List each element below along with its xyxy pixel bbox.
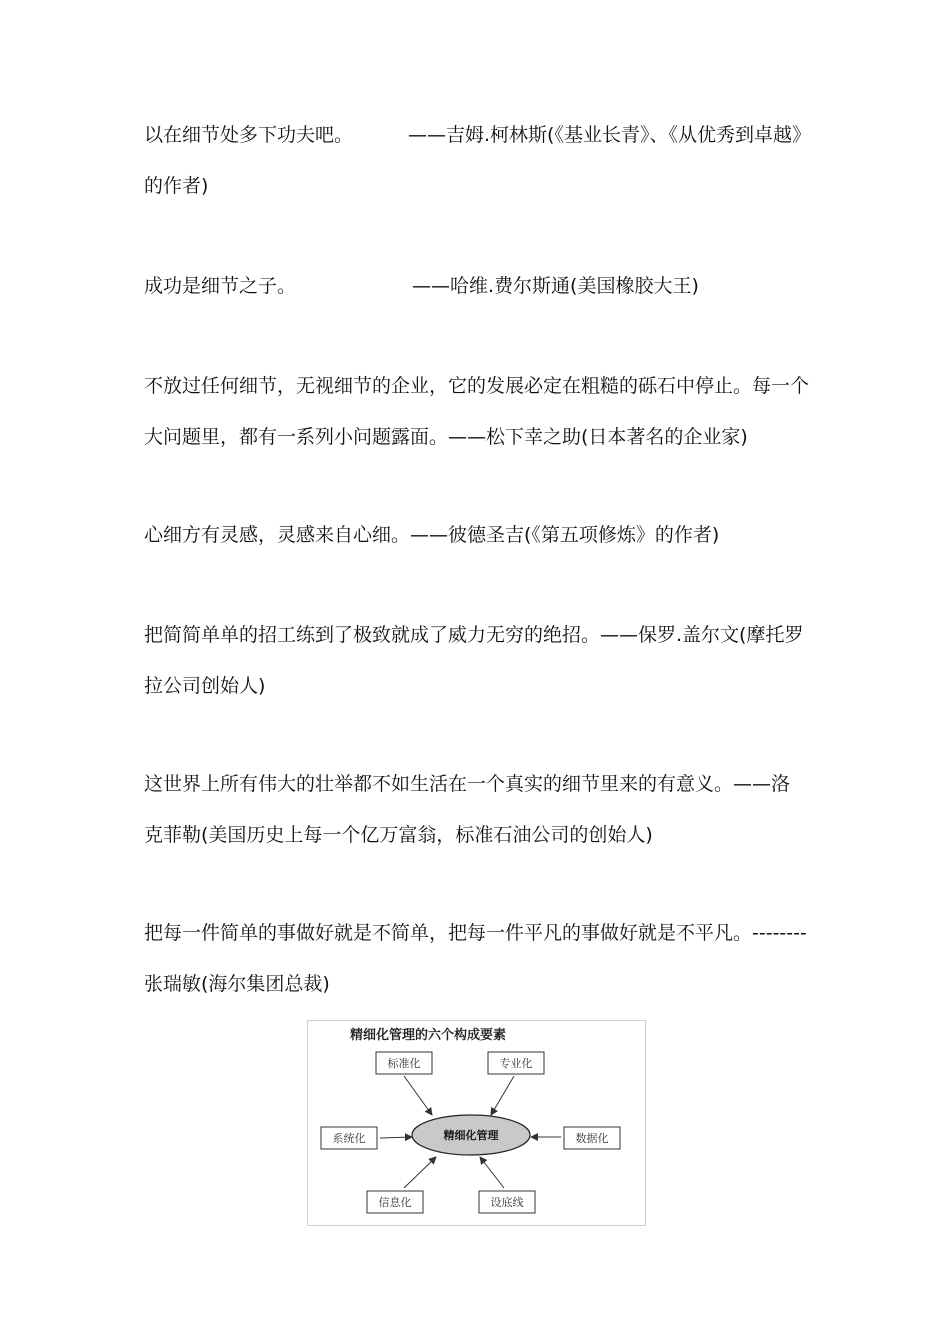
node-top-left-label: 标准化: [387, 1057, 421, 1070]
quote-1-line-1: [144, 122, 812, 148]
node-bottom-right-label: 设底线: [490, 1196, 524, 1209]
arrow-bottom-right: [480, 1157, 504, 1188]
management-diagram: [307, 1020, 646, 1226]
quote-2-line-1: [144, 273, 812, 299]
quote-2-attribution: ——哈维.费尔斯通(美国橡胶大王): [412, 275, 699, 297]
arrow-left: [380, 1137, 412, 1138]
arrow-top-left: [404, 1076, 432, 1115]
center-label: 精细化管理: [443, 1129, 499, 1142]
node-top-right-label: 专业化: [499, 1057, 533, 1070]
node-right-label: 数据化: [575, 1132, 609, 1145]
quote-6-line-2: 克菲勒(美国历史上每一个亿万富翁，标准石油公司的创始人): [144, 824, 653, 846]
quote-1-line-2: 的作者): [144, 175, 209, 197]
quote-7-line-1: 把每一件简单的事做好就是不简单，把每一件平凡的事做好就是不平凡。--------: [144, 922, 807, 944]
node-bottom-left-label: 信息化: [378, 1196, 412, 1209]
quote-3-line-1: 不放过任何细节，无视细节的企业，它的发展必定在粗糙的砾石中停止。每一个: [144, 375, 810, 397]
quote-1-attribution: ——吉姆.柯林斯(《基业长青》、《从优秀到卓越》: [408, 124, 811, 146]
diagram-title: 精细化管理的六个构成要素: [350, 1028, 507, 1043]
diagram-svg: [308, 1021, 645, 1225]
quote-1-text: 以在细节处多下功夫吧。: [144, 124, 354, 146]
quote-7-line-2: 张瑞敏(海尔集团总裁): [144, 973, 330, 995]
quote-5-line-1: 把简简单单的招工练到了极致就成了威力无穷的绝招。——保罗.盖尔文(摩托罗: [144, 624, 804, 646]
node-left-label: 系统化: [332, 1132, 366, 1145]
quote-5-line-2: 拉公司创始人): [144, 675, 266, 697]
quote-3-line-2: 大问题里，都有一系列小问题露面。——松下幸之助(日本著名的企业家): [144, 426, 748, 448]
quote-6-line-1: 这世界上所有伟大的壮举都不如生活在一个真实的细节里来的有意义。——洛: [144, 773, 791, 795]
arrow-top-right: [491, 1076, 514, 1115]
arrow-bottom-left: [404, 1157, 436, 1188]
quote-4-line-1: 心细方有灵感，灵感来自心细。——彼德圣吉(《第五项修炼》的作者): [144, 524, 720, 546]
quote-2-text: 成功是细节之子。: [144, 275, 297, 297]
